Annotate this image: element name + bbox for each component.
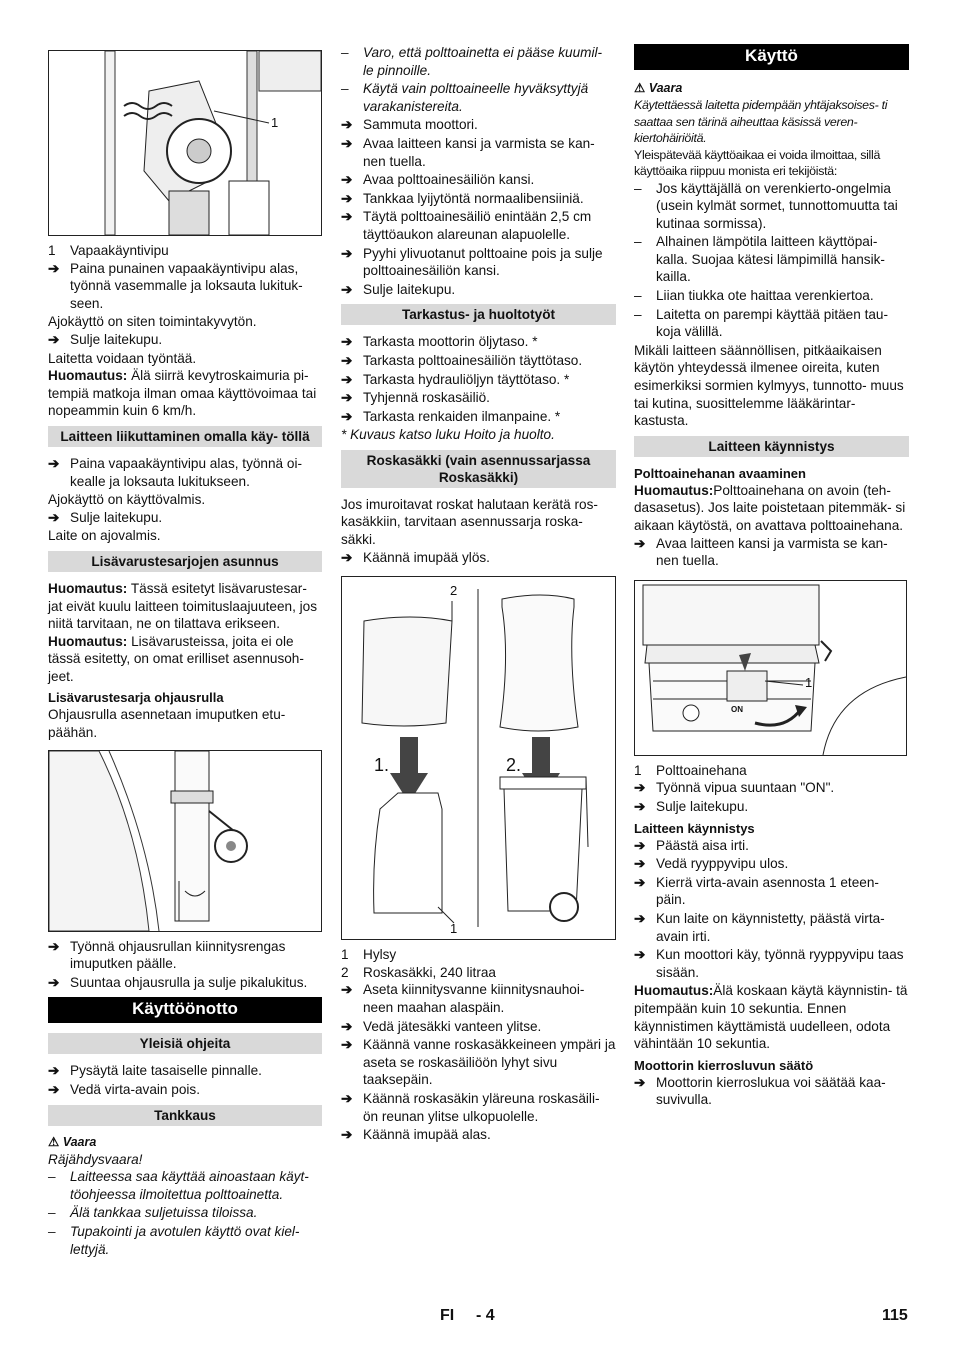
step-text: Täytä polttoainesäiliö enintään 2,5 cm täyttöaukon alareunan alapuolelle. — [363, 209, 592, 242]
figure-caption — [634, 762, 909, 780]
instruction-step — [634, 837, 909, 855]
arrow-icon: ➔ — [48, 1082, 60, 1098]
step-text: Vedä ryyppyvipu ulos. — [656, 856, 789, 872]
warning-item: – Käytä vain polttoaineelle hyväksyttyjä varakanistereita. — [341, 81, 589, 114]
warning-icon: ⚠ — [634, 81, 646, 95]
arrow-icon: ➔ — [48, 509, 60, 525]
arrow-icon: ➔ — [48, 260, 60, 276]
section-heading: Tarkastus- ja huoltotyöt — [341, 304, 616, 325]
instruction-step — [341, 281, 616, 299]
arrow-icon: ➔ — [341, 281, 353, 297]
instruction-step — [341, 135, 616, 170]
chapter-heading: Käyttöönotto — [48, 997, 322, 1023]
step-text: Paina vapaakäyntivipu alas, työnnä oi- kealle ja loksauta lukitukseen. — [70, 455, 302, 489]
figure-caption — [48, 242, 322, 260]
step-text: Tarkasta polttoainesäiliön täyttötaso. — [363, 352, 583, 368]
caption-number: 1 — [48, 243, 56, 258]
body-text: Yleispätevää käyttöaikaa ei voida ilmoittaa, sillä käyttöaika riippuu monista eri tekijöistä: — [634, 147, 881, 178]
figure-callout: 2 — [450, 583, 458, 599]
arrow-icon: ➔ — [341, 117, 353, 133]
arrow-icon: ➔ — [341, 352, 353, 368]
instruction-step — [634, 946, 909, 981]
arrow-icon: ➔ — [341, 245, 353, 261]
instruction-step — [634, 779, 909, 797]
instruction-step — [341, 389, 616, 407]
warning-label: Vaara — [62, 1134, 97, 1149]
arrow-icon: ➔ — [341, 408, 353, 424]
step-text: Käännä imupää ylös. — [363, 549, 490, 565]
warning-label: Vaara — [648, 81, 683, 95]
note-text: Älä siirrä kevytroskaimuria pi- tempiä matkoja ilman omaa käyttövoimaa tai nopeammin kuin 6 km/h. — [48, 368, 317, 419]
instruction-step — [341, 981, 616, 1016]
note-paragraph — [48, 633, 322, 686]
arrow-icon: ➔ — [634, 780, 646, 796]
figure-caption — [341, 964, 616, 982]
note-label: Huomautus: — [48, 633, 128, 649]
step-text: Sulje laitekupu. — [656, 798, 749, 814]
caption-text: Roskasäkki, 240 litraa — [363, 964, 496, 980]
list-item: – Jos käyttäjällä on verenkierto-ongelmia (usein kylmät sormet, tunnottomuutta tai kutinaa sormissa). — [634, 180, 898, 231]
body-text: Ajokäyttö on käyttövalmis. — [48, 492, 206, 508]
step-text: Avaa laitteen kansi ja varmista se kan- nen tuella. — [363, 135, 595, 169]
note-text: Tässä esitetyt lisävarustesar- jat eivät kuulu laitteen toimituslaajuuteen, jos niitä tarvitaan, ne on tilattava erikseen. — [48, 580, 318, 632]
instruction-step — [341, 1036, 616, 1089]
on-label: ON — [731, 704, 743, 714]
step-text: Tarkasta renkaiden ilmanpaine. * — [363, 408, 561, 424]
body-text: Ohjausrulla asennetaan imuputken etu- päähän. — [48, 707, 286, 741]
column-3 — [634, 44, 909, 1110]
instruction-step — [341, 408, 616, 426]
step-text: Aseta kiinnitysvanne kiinnitysnauhoi- neen maahan alaspäin. — [363, 982, 585, 1016]
instruction-step — [634, 798, 909, 816]
figure-fuel-tap — [634, 580, 907, 756]
warning-item: – Varo, että polttoainetta ei pääse kuumil- le pinnoille. — [341, 45, 603, 78]
footer-local-page: - 4 — [476, 1307, 495, 1324]
warning-heading — [48, 1134, 322, 1151]
arrow-icon: ➔ — [634, 947, 646, 963]
figure-rubbish-bag — [341, 576, 616, 940]
list-item-text: Liian tiukka ote haittaa verenkiertoa. — [656, 288, 874, 304]
arrow-icon: ➔ — [634, 837, 646, 853]
arrow-icon: ➔ — [341, 390, 353, 406]
body-text: Mikäli laitteen säännöllisen, pitkäaikaisen käytön yhteydessä ilmenee oireita, kuten esimerkiksi sormien kylmyys, tunnotto- muus tai kutina, suosittelemme lääkärintar- kastusta. — [634, 342, 904, 429]
step-text: Päästä aisa irti. — [656, 837, 749, 853]
arrow-icon: ➔ — [48, 1063, 60, 1079]
footer-page-number: 115 — [882, 1307, 908, 1324]
list-item: – Laitetta on parempi käyttää pitäen tau- koja välillä. — [634, 306, 888, 340]
warning-item-text: Tupakointi ja avotulen käyttö ovat kiel- lettyjä. — [70, 1224, 300, 1257]
note-label: Huomautus: — [634, 983, 714, 999]
step-text: Työnnä ohjausrullan kiinnitysrengas imuputken päälle. — [70, 938, 286, 972]
section-heading: Laitteen käynnistys — [634, 436, 909, 457]
step-text: Kierrä virta-avain asennosta 1 eteen- päin. — [656, 874, 879, 908]
warning-item: – Laitteessa saa käyttää ainoastaan käyt- töohjeessa ilmoitettua polttoainetta. — [48, 1169, 309, 1202]
instruction-step — [48, 1062, 322, 1080]
step-text: Pysäytä laite tasaiselle pinnalle. — [70, 1063, 262, 1079]
freewheel-lever-illustration — [49, 51, 321, 235]
section-heading: Roskasäkki (vain asennussarjassa Roskasäkki) — [341, 450, 616, 488]
instruction-step — [634, 535, 909, 570]
body-text: Jos imuroitavat roskat halutaan kerätä ros- kasäkkiin, tarvitaan asennussarja roska- säkki. — [341, 496, 598, 548]
subheading: Polttoainehanan avaaminen — [634, 465, 806, 481]
instruction-step — [48, 331, 322, 349]
section-heading: Tankkaus — [48, 1105, 322, 1126]
step-text: Tarkasta moottorin öljytaso. * — [363, 334, 538, 350]
step-text: Paina punainen vapaakäyntivipu alas, työnnä vasemmalle ja loksauta lukituk- seen. — [70, 260, 303, 311]
step-text: Kun laite on käynnistetty, päästä virta- avain irti. — [656, 910, 885, 944]
step-text: Vedä virta-avain pois. — [70, 1082, 200, 1098]
instruction-step — [341, 245, 616, 280]
figure-callout: 1 — [805, 674, 813, 690]
warning-item-text: Käytä vain polttoaineelle hyväksyttyjä varakanistereita. — [363, 81, 589, 114]
arrow-icon: ➔ — [341, 371, 353, 387]
step-label-2: 2. — [506, 755, 522, 776]
figure-guide-roller — [48, 750, 322, 932]
arrow-icon: ➔ — [634, 1074, 646, 1090]
instruction-step — [341, 352, 616, 370]
instruction-step — [341, 1018, 616, 1036]
figure-callout: 1 — [271, 115, 279, 130]
arrow-icon: ➔ — [341, 209, 353, 225]
arrow-icon: ➔ — [634, 874, 646, 890]
instruction-step — [48, 509, 322, 527]
warning-icon: ⚠ — [48, 1134, 60, 1149]
arrow-icon: ➔ — [48, 331, 60, 347]
figure-freewheel-lever — [48, 50, 322, 236]
arrow-icon: ➔ — [48, 938, 60, 954]
step-text: Avaa polttoainesäiliön kansi. — [363, 172, 535, 188]
warning-text: Räjähdysvaara! — [48, 1151, 143, 1167]
step-text: Käännä vanne roskasäkkeineen ympäri ja aseta se roskasäiliöön lyhyt sivu taaksepäin. — [363, 1037, 616, 1088]
arrow-icon: ➔ — [341, 982, 353, 998]
arrow-icon: ➔ — [341, 172, 353, 188]
note-paragraph — [634, 482, 909, 535]
caption-number: 1 — [634, 762, 642, 778]
arrow-icon: ➔ — [48, 455, 60, 471]
instruction-step — [48, 974, 322, 992]
instruction-step — [341, 371, 616, 389]
step-text: Käännä imupää alas. — [363, 1127, 491, 1143]
column-2 — [341, 44, 616, 1145]
warning-heading — [634, 80, 909, 97]
note-label: Huomautus: — [634, 482, 714, 498]
section-heading: Lisävarustesarjojen asunnus — [48, 551, 322, 572]
chapter-heading: Käyttö — [634, 44, 909, 70]
instruction-step — [341, 1090, 616, 1125]
body-text: Laite on ajovalmis. — [48, 528, 161, 544]
warning-text: Käytettäessä laitetta pidempään yhtäjaksoises- ti saattaa sen tärinä aiheuttaa käsissä veren- kiertohäiriöitä. — [634, 98, 888, 145]
caption-text: Vapaakäyntivipu — [70, 243, 169, 258]
arrow-icon: ➔ — [341, 1018, 353, 1034]
warning-item-text: Varo, että polttoainetta ei pääse kuumil- le pinnoille. — [363, 45, 603, 78]
note-text: Lisävarusteissa, joita ei ole tässä esitetty, on omat erilliset asennusoh- jeet. — [48, 633, 304, 684]
instruction-step — [341, 171, 616, 189]
instruction-step — [341, 333, 616, 351]
step-text: Sammuta moottori. — [363, 117, 478, 133]
step-text: Työnnä vipua suuntaan "ON". — [656, 780, 835, 796]
warning-item: – Älä tankkaa suljetuissa tiloissa. — [48, 1205, 258, 1221]
arrow-icon: ➔ — [341, 1127, 353, 1143]
instruction-step — [634, 855, 909, 873]
instruction-step — [634, 874, 909, 909]
footer-language: FI — [440, 1307, 455, 1324]
step-text: Tankkaa lyijytöntä normaalibensiiniä. — [363, 190, 584, 206]
section-heading: Laitteen liikuttaminen omalla käy- töllä — [48, 426, 322, 447]
instruction-step — [341, 208, 616, 243]
warning-item: – Tupakointi ja avotulen käyttö ovat kiel- lettyjä. — [48, 1224, 300, 1257]
step-text: Sulje laitekupu. — [70, 509, 163, 525]
arrow-icon: ➔ — [48, 974, 60, 990]
figure-callout: 1 — [450, 921, 458, 937]
list-item: – Liian tiukka ote haittaa verenkiertoa. — [634, 288, 874, 304]
note-label: Huomautus: — [48, 368, 128, 384]
step-text: Suuntaa ohjausrulla ja sulje pikalukitus. — [70, 974, 308, 990]
step-text: Sulje laitekupu. — [363, 281, 456, 297]
list-item-text: Jos käyttäjällä on verenkierto-ongelmia (usein kylmät sormet, tunnottomuutta tai kutinaa sormissa). — [656, 180, 898, 231]
step-text: Tyhjennä roskasäiliö. — [363, 390, 490, 406]
note-paragraph — [634, 982, 909, 1052]
arrow-icon: ➔ — [634, 856, 646, 872]
note-label: Huomautus: — [48, 580, 128, 596]
note-text: Älä koskaan käytä käynnistin- tä pitempään kuin 10 sekuntia. Ennen käynnistimen käyttämistä uudelleen, odota vähintään 10 sekuntia. — [634, 983, 908, 1052]
guide-roller-illustration — [49, 751, 321, 931]
instruction-step — [48, 1081, 322, 1099]
note-paragraph — [48, 367, 322, 420]
arrow-icon: ➔ — [341, 334, 353, 350]
arrow-icon: ➔ — [634, 910, 646, 926]
instruction-step — [341, 1126, 616, 1144]
step-text: Tarkasta hydrauliöljyn täyttötaso. * — [363, 371, 570, 387]
step-text: Kun moottori käy, työnnä ryyppyvipu taas sisään. — [656, 947, 904, 980]
arrow-icon: ➔ — [341, 135, 353, 151]
column-1 — [48, 44, 322, 1259]
list-item-text: Laitetta on parempi käyttää pitäen tau- koja välillä. — [656, 306, 888, 340]
arrow-icon: ➔ — [341, 1091, 353, 1106]
caption-number: 2 — [341, 964, 349, 980]
instruction-step — [341, 190, 616, 208]
figure-caption — [341, 946, 616, 964]
caption-number: 1 — [341, 947, 349, 963]
arrow-icon: ➔ — [341, 190, 353, 206]
step-text: Moottorin kierroslukua voi säätää kaa- suvivulla. — [656, 1074, 886, 1108]
body-text: Laitetta voidaan työntää. — [48, 350, 197, 366]
warning-item-text: Laitteessa saa käyttää ainoastaan käyt- töohjeessa ilmoitettua polttoainetta. — [70, 1169, 309, 1202]
section-heading: Yleisiä ohjeita — [48, 1033, 322, 1054]
step-text: Sulje laitekupu. — [70, 331, 163, 347]
caption-text: Polttoainehana — [656, 762, 747, 778]
instruction-step — [341, 549, 616, 567]
note-text: Polttoainehana on avoin (teh- dasasetus). Jos laite poistetaan pitemmäk- si aikaan käytöstä, on avattava polttoainehana. — [634, 482, 906, 533]
instruction-step — [48, 260, 322, 313]
subheading: Lisävarustesarja ohjausrulla — [48, 690, 224, 706]
step-text: Avaa laitteen kansi ja varmista se kan- nen tuella. — [656, 535, 888, 569]
fuel-tap-illustration — [635, 581, 906, 755]
body-text: Ajokäyttö on siten toimintakyvytön. — [48, 314, 257, 330]
subheading: Laitteen käynnistys — [634, 820, 755, 836]
arrow-icon: ➔ — [634, 535, 646, 551]
step-text: Vedä jätesäkki vanteen ylitse. — [363, 1018, 542, 1034]
instruction-step — [634, 1074, 909, 1109]
list-item-text: Alhainen lämpötila laitteen käyttöpai- kalla. Suojaa kätesi lämpimillä hansik- kailla. — [656, 234, 885, 285]
instruction-step — [48, 455, 322, 490]
instruction-step — [634, 910, 909, 945]
step-text: Pyyhi ylivuotanut polttoaine pois ja sulje polttoainesäiliön kansi. — [363, 245, 603, 279]
warning-item-text: Älä tankkaa suljetuissa tiloissa. — [70, 1205, 258, 1221]
subheading: Moottorin kierrosluvun säätö — [634, 1057, 814, 1073]
arrow-icon: ➔ — [634, 798, 646, 814]
arrow-icon: ➔ — [341, 1037, 353, 1053]
step-text: Käännä roskasäkin yläreuna roskasäili- ön reunan ylitse ulkopuolelle. — [363, 1091, 600, 1124]
arrow-icon: ➔ — [341, 549, 353, 565]
instruction-step — [341, 116, 616, 134]
caption-text: Hylsy — [363, 947, 397, 963]
instruction-step — [48, 938, 322, 973]
note-paragraph — [48, 580, 322, 633]
list-item: – Alhainen lämpötila laitteen käyttöpai- kalla. Suojaa kätesi lämpimillä hansik- kailla. — [634, 234, 885, 285]
footnote: * Kuvaus katso luku Hoito ja huolto. — [341, 427, 555, 443]
step-label-1: 1. — [374, 755, 390, 776]
